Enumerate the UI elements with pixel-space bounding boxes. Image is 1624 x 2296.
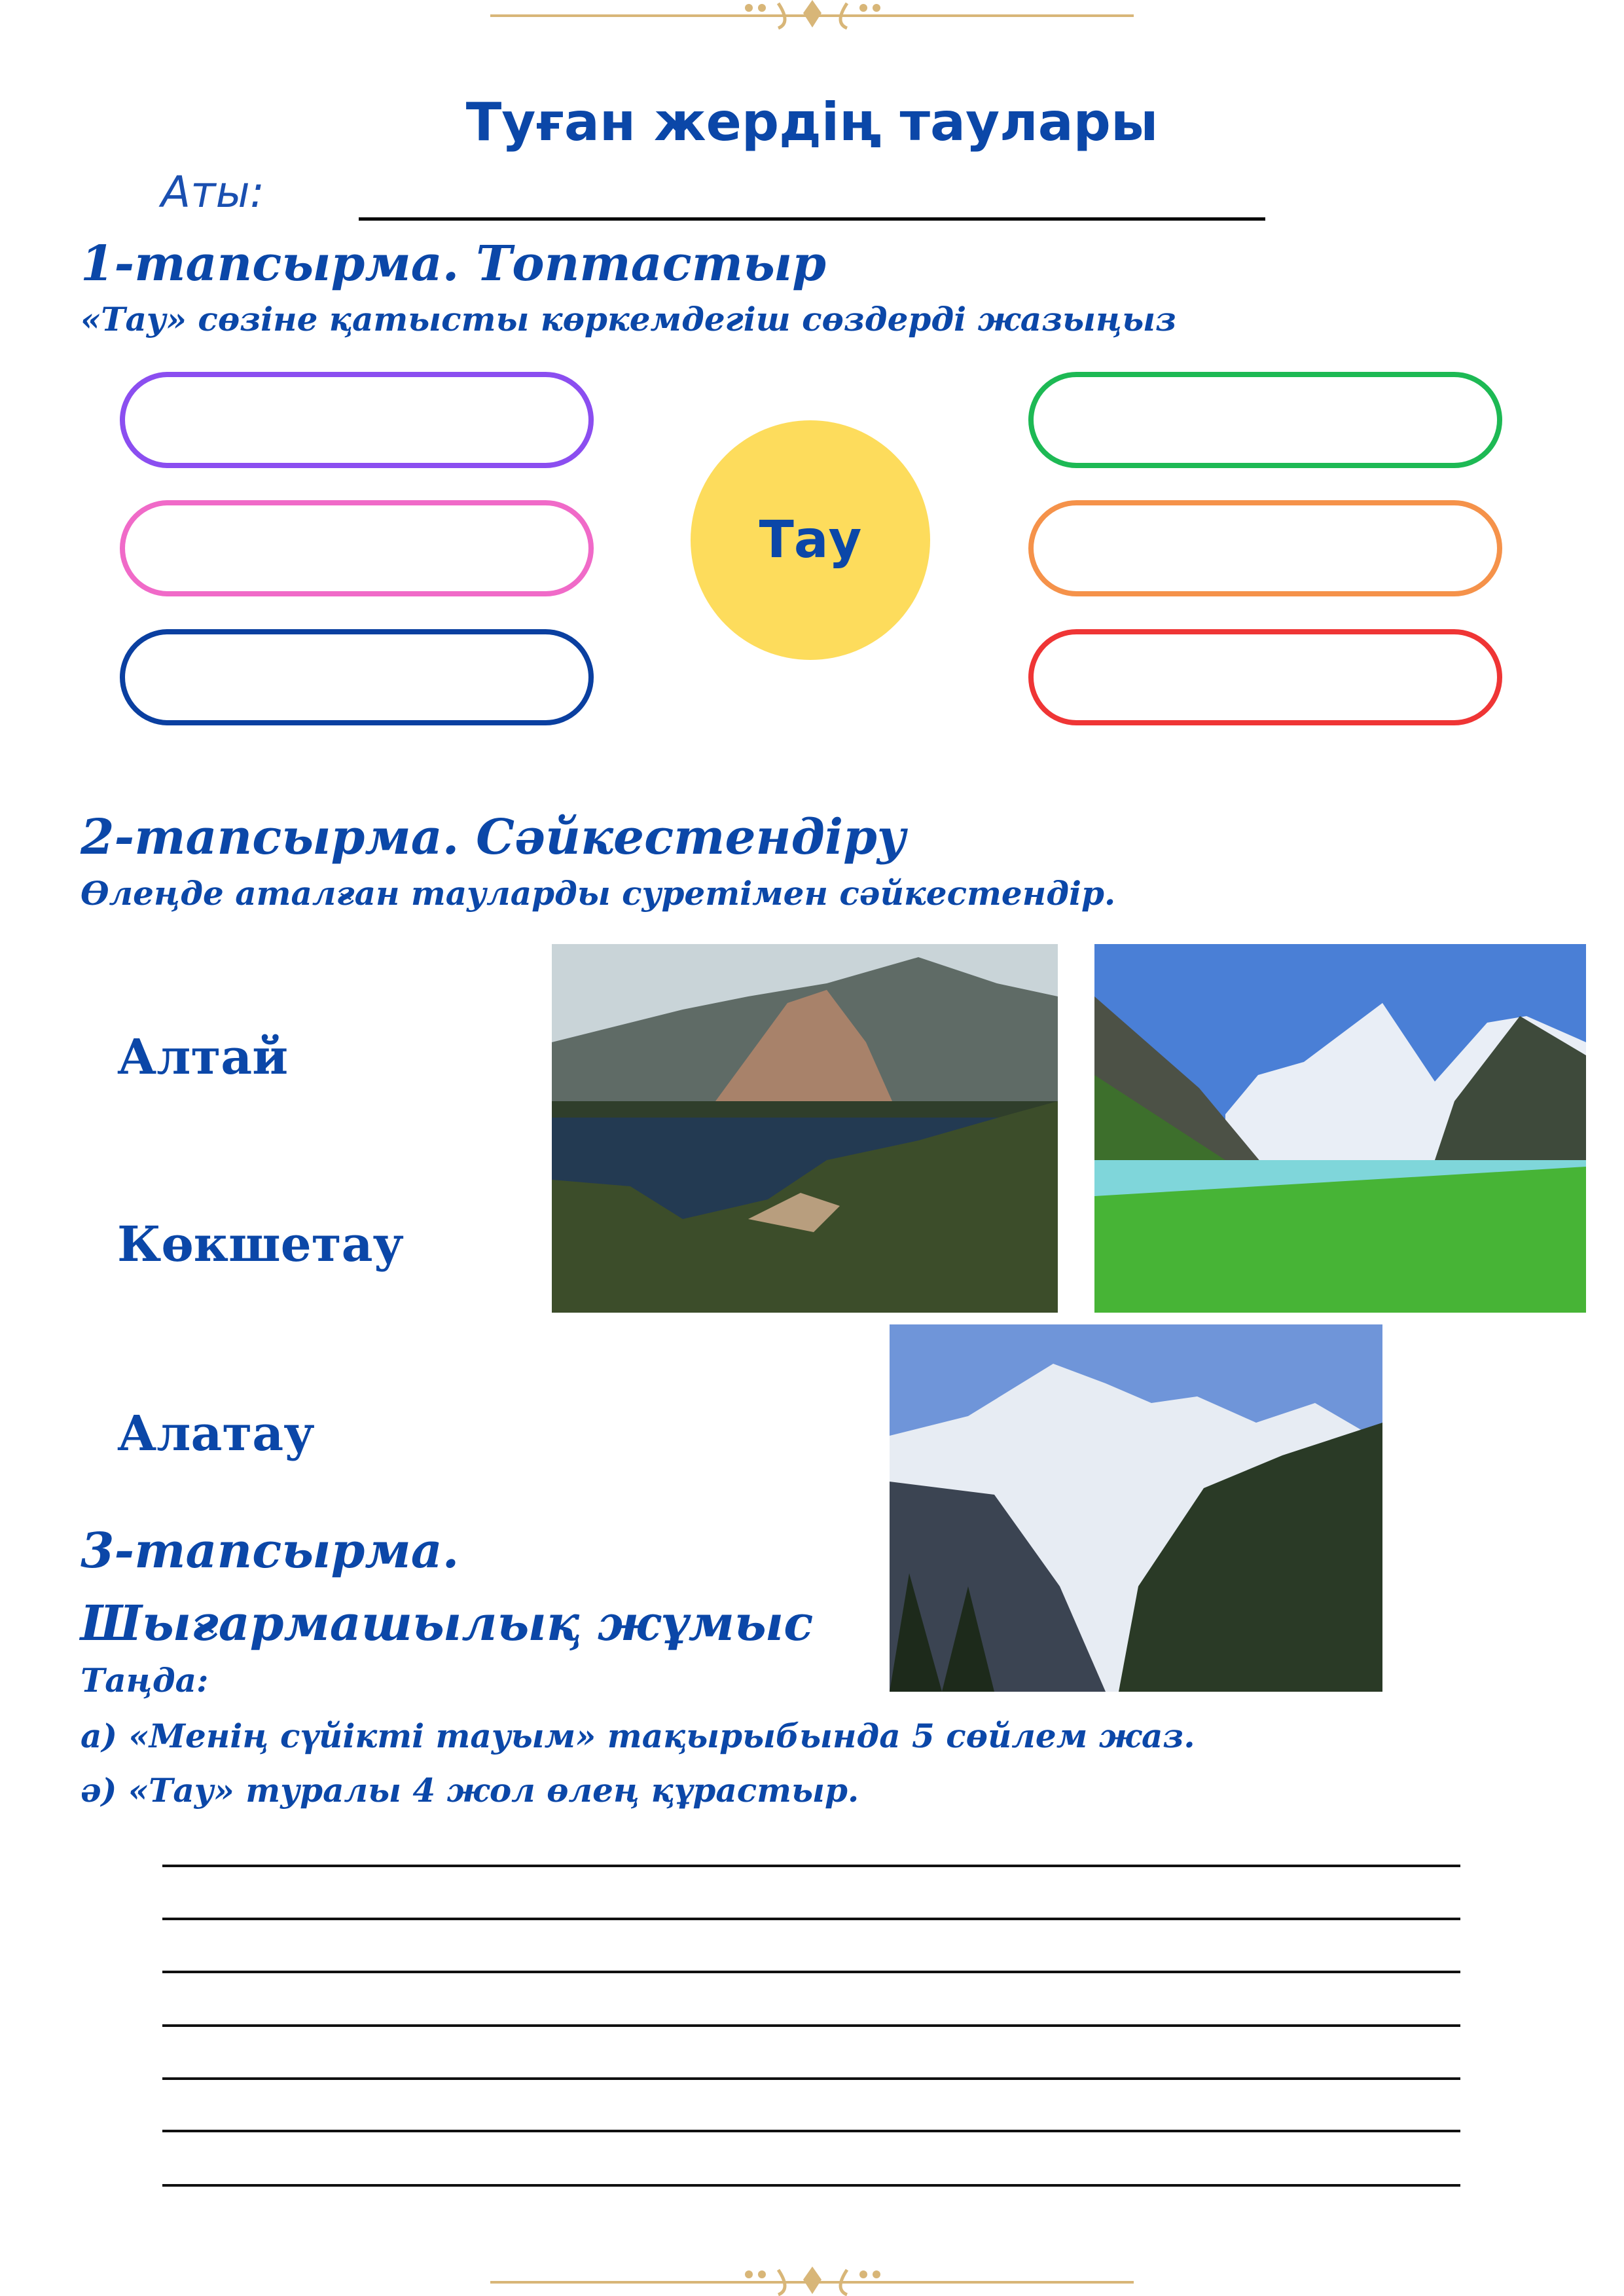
photo-snowy-peaks [890, 1324, 1382, 1692]
name-label: Аты: [161, 167, 264, 217]
answer-pill-1[interactable] [120, 372, 594, 468]
answer-pill-2[interactable] [120, 500, 594, 596]
mountain-name-altai: Алтай [117, 1029, 289, 1085]
name-input-line[interactable] [359, 217, 1265, 221]
photo-valley-lake [1094, 944, 1586, 1313]
task1-heading: 1-тапсырма. Топтастыр [81, 236, 827, 292]
answer-pill-5[interactable] [1028, 500, 1502, 596]
writing-line-5[interactable] [162, 2077, 1460, 2080]
center-word-circle [691, 420, 930, 660]
task2-heading: 2-тапсырма. Сәйкестендіру [81, 809, 907, 866]
task3-choose-label: Таңда: [81, 1661, 209, 1700]
task3-option-a: а) «Менің сүйікті тауым» тақырыбында 5 сөйлем жаз. [81, 1717, 1195, 1755]
task1-instruction: «Тау» сөзіне қатысты көркемдегіш сөздерді жазыңыз [81, 300, 1177, 338]
top-ornament [490, 0, 1134, 29]
answer-pill-4[interactable] [1028, 372, 1502, 468]
task3-subheading: Шығармашылық жұмыс [81, 1595, 814, 1652]
writing-line-6[interactable] [162, 2130, 1460, 2132]
bottom-ornament [490, 2267, 1134, 2296]
page-title: Туған жердің таулары [465, 92, 1159, 153]
photo-lake-rocky-peak [552, 944, 1058, 1313]
writing-line-4[interactable] [162, 2024, 1460, 2027]
writing-line-1[interactable] [162, 1865, 1460, 1867]
task2-instruction: Өлеңде аталған тауларды суретімен сәйкестендір. [81, 874, 1116, 913]
mountain-name-alatau: Алатау [117, 1406, 315, 1462]
writing-line-3[interactable] [162, 1971, 1460, 1973]
answer-pill-3[interactable] [120, 629, 594, 725]
writing-line-2[interactable] [162, 1918, 1460, 1920]
writing-line-7[interactable] [162, 2184, 1460, 2187]
center-word: Тау [759, 511, 862, 570]
answer-pill-6[interactable] [1028, 629, 1502, 725]
mountain-name-kokshetau: Көкшетау [117, 1216, 404, 1273]
task3-heading: 3-тапсырма. [81, 1523, 460, 1579]
task3-option-b: ә) «Тау» туралы 4 жол өлең құрастыр. [81, 1771, 859, 1810]
